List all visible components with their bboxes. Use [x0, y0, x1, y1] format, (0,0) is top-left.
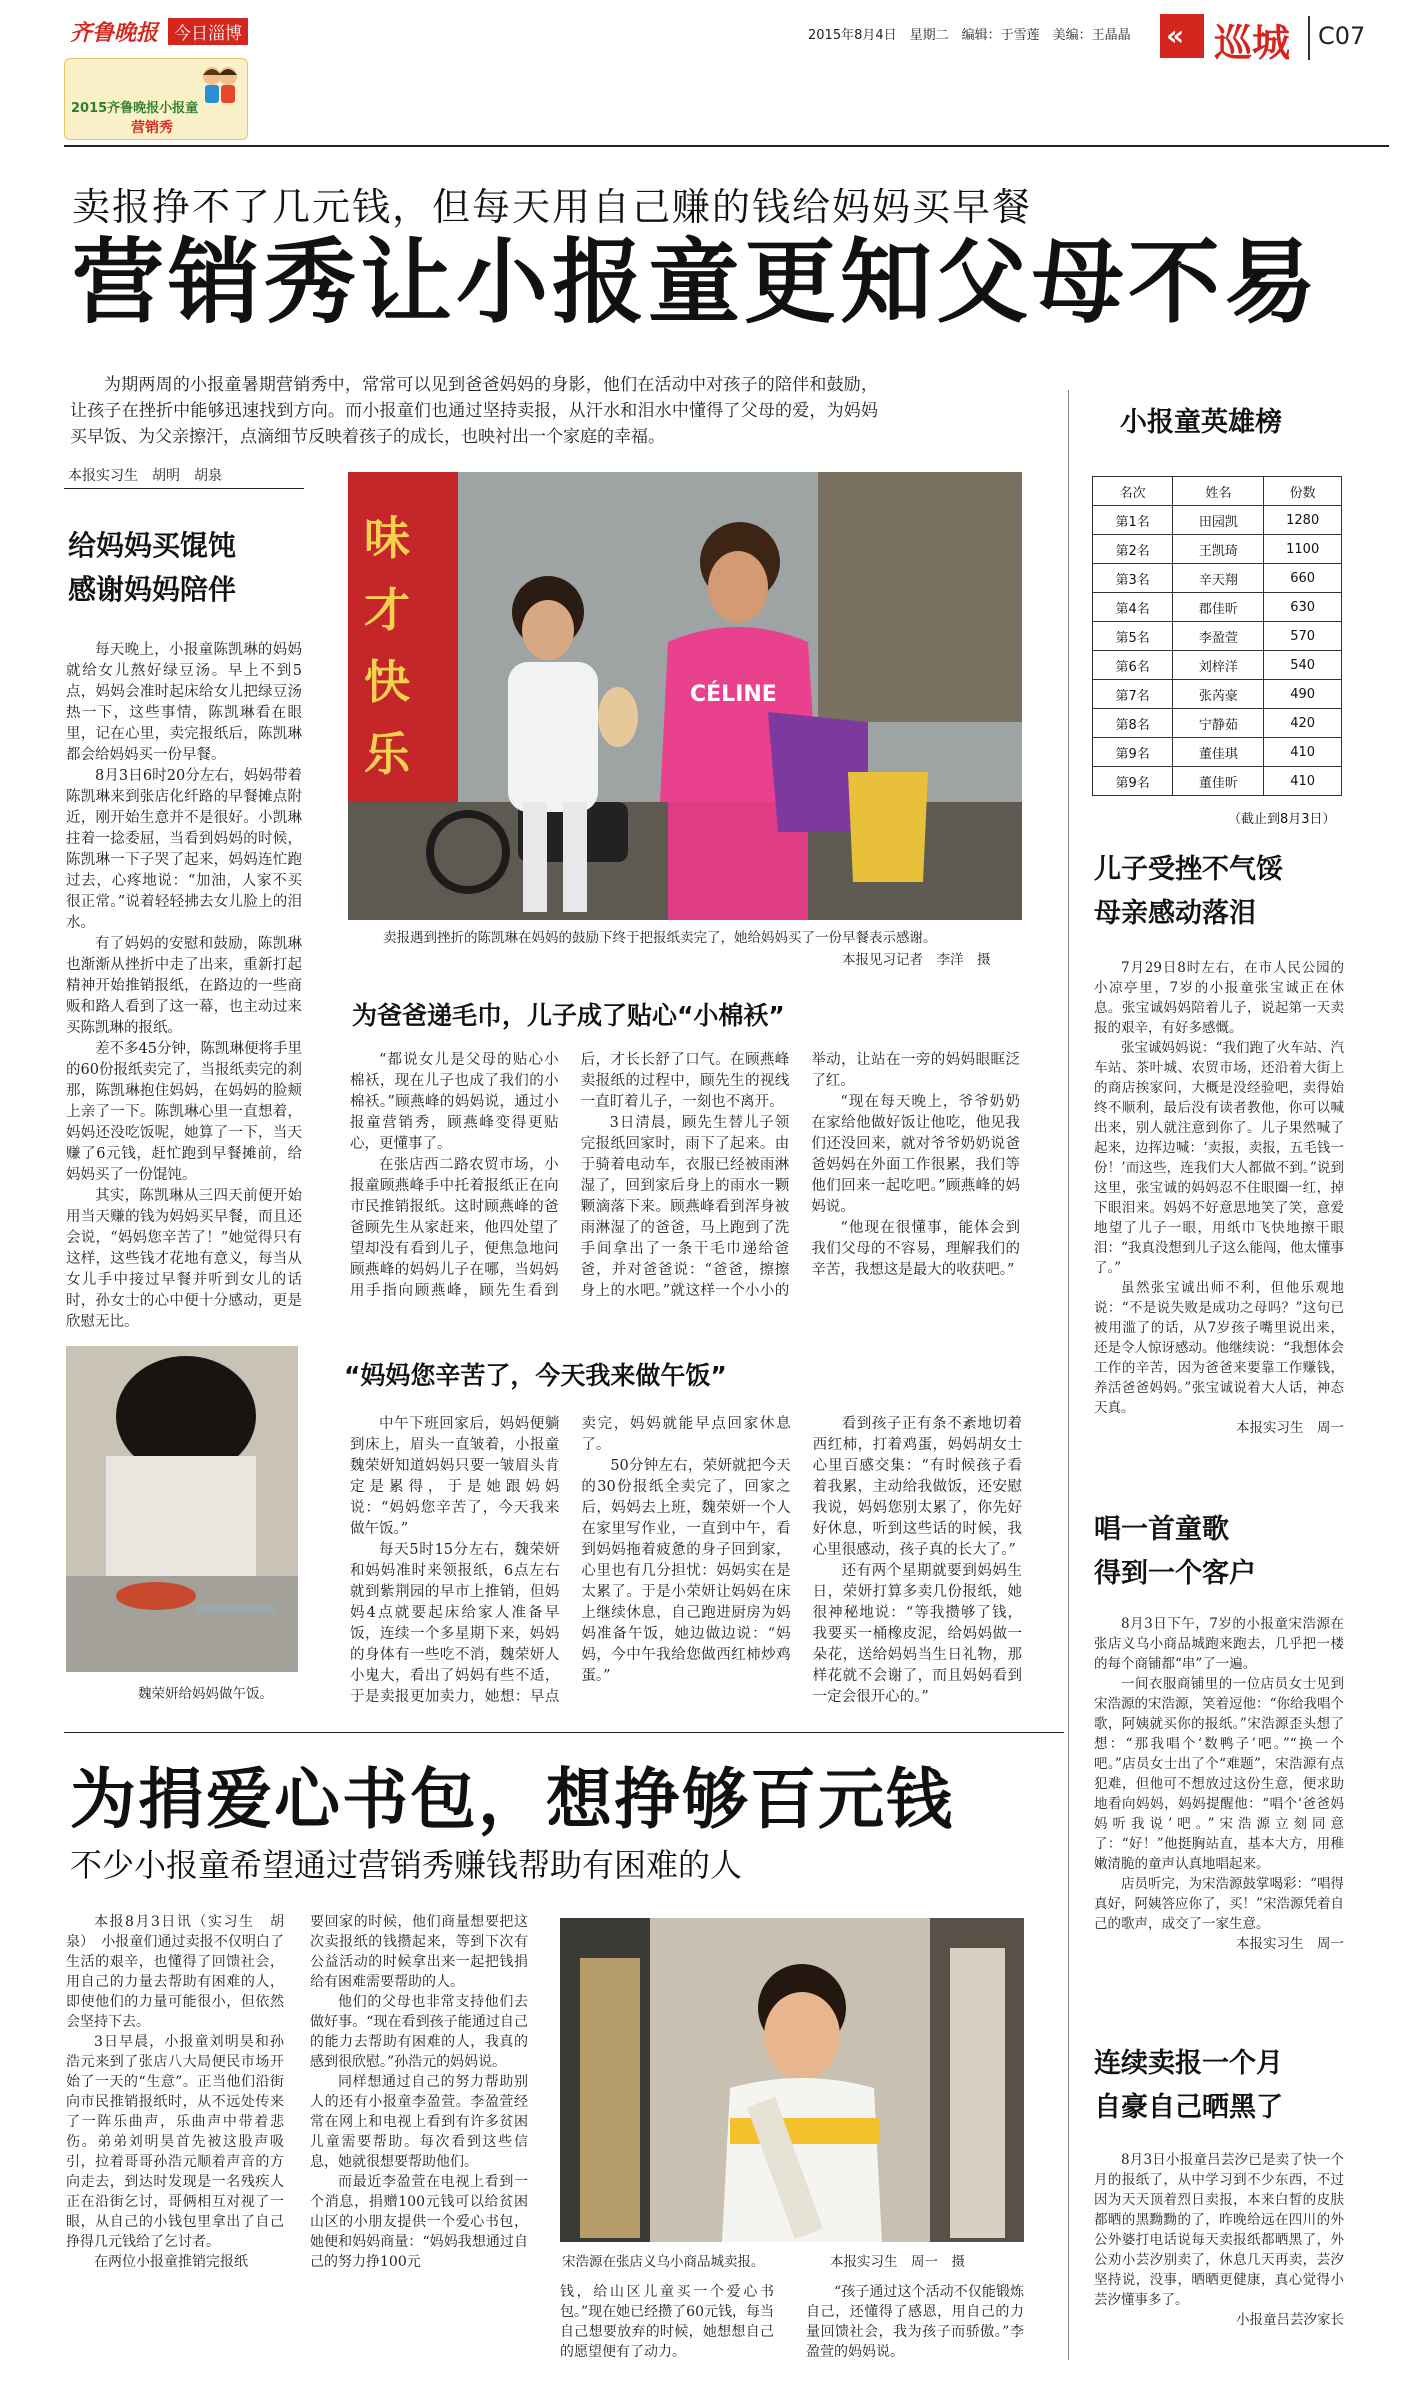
- sidebarB-byline: 本报实习生 周一: [1236, 1936, 1344, 1952]
- lead-kicker: 卖报挣不了几元钱，但每天用自己赚的钱给妈妈买早餐: [72, 185, 1033, 229]
- rank-cell: 第7名: [1093, 680, 1173, 709]
- rank-cell: 第9名: [1093, 767, 1173, 796]
- table-row: [1093, 593, 1342, 622]
- rank-table: [1092, 476, 1342, 796]
- rank-cell: 第5名: [1093, 622, 1173, 651]
- name-cell: 董佳昕: [1173, 767, 1264, 796]
- story3-paragraph: 50分钟左右，荣妍就把今天的30份报纸全卖完了，回家之后，妈妈去上班，魏荣妍一个人在家里写作业，一直到中午，看到妈妈拖着疲惫的身子回到家，心里也有几分担忧：妈妈实在是太累了。于是小荣妍让妈妈在床上继续休息，自己跑进厨房为妈妈准备午饭，她边做边说：“妈妈，今中午我给您做西红柿炒鸡蛋。”: [581, 1458, 791, 1684]
- story2-title: 为爸爸递毛巾，儿子成了贴心“小棉袄”: [352, 1001, 785, 1030]
- name-cell: 张芮豪: [1173, 680, 1264, 709]
- story1-paragraph: 其实，陈凯琳从三四天前便开始用当天赚的钱为妈妈买早餐，而且还会说，“妈妈您辛苦了！”她觉得只有这样，这些钱才花地有意义，每当从女儿手中接过早餐并听到女儿的话时，孙女士的心中便十分感动，更是欣慰无比。: [66, 1188, 302, 1330]
- rank-header: 名次: [1093, 477, 1173, 506]
- rank-cell: 第1名: [1093, 506, 1173, 535]
- badge-line2: 营销秀: [131, 120, 173, 136]
- story3-title: “妈妈您辛苦了，今天我来做午饭”: [344, 1361, 727, 1390]
- bottom-photo: [560, 1918, 1024, 2242]
- rank-note: （截止到8月3日）: [1228, 812, 1336, 827]
- masthead: [0, 0, 1409, 150]
- story2-paragraph: “他现在很懂事，能体会到我们父母的不容易，理解我们的辛苦，我想这是最大的收获吧。”: [811, 1220, 1020, 1278]
- story2-paragraph: “现在每天晚上，爷爷奶奶在家给他做好饭让他吃，他见我们还没回来，就对爷爷奶奶说爸爸妈妈在外面工作很累，我们等他们回来一起吃吧。”顾燕峰的妈妈说。: [811, 1094, 1020, 1215]
- badge-line1: 2015齐鲁晚报小报童: [71, 101, 199, 116]
- story1-paragraph: 8月3日6时20分左右，妈妈带着陈凯琳来到张店化纤路的早餐摊点附近，刚开始生意并不是很好。小凯琳拄着一捻委屈，当看到妈妈的时候，陈凯琳一下子哭了起来，妈妈连忙跑过去，心疼地说：“加油，人家不买很正常。”说着轻轻拂去女儿脸上的泪水。: [66, 768, 302, 931]
- bottom-subhead: 不少小报童希望通过营销秀赚钱帮助有困难的人: [70, 1846, 743, 1884]
- sidebarA-paragraph: 虽然张宝诚出师不利，但他乐观地说：“不是说失败是成功之母吗？”这句已被用滥了的话，从7岁孩子嘴里说出来，还是令人惊讶感动。他继续说：“我想体会工作的辛苦，因为爸爸来要靠工作赚钱，养活爸爸妈妈。”张宝诚说着大人话，神态天真。: [1094, 1280, 1344, 1416]
- sidebarB-title-line2: 得到一个客户: [1094, 1558, 1256, 1589]
- bottom-section-rule: [64, 1732, 1064, 1733]
- story2-paragraph: 3日清晨，顾先生替儿子领完报纸回家时，雨下了起来。由于骑着电动车，衣服已经被雨淋湿了，回到家后身上的雨水一颗颗滴落下来。顾燕峰看到浑身被雨淋湿了的爸爸，马上跑到了洗手间拿出了一条干毛巾递给爸爸，并对爸爸说：“爸爸，擦擦身上的水吧。”就这样一个小小的举动，让站在一旁的妈妈眼眶泛了红。: [580, 1052, 1020, 1299]
- story3-paragraph: 还有两个星期就要到妈妈生日，荣妍打算多卖几份报纸，她很神秘地说：“等我攒够了钱，我要买一桶橡皮泥，给妈妈做一朵花，送给妈妈当生日礼物，那样花就不会谢了，而且妈妈看到一定会很开心的。”: [812, 1563, 1022, 1705]
- main-photo-credit: 本报见习记者 李洋 摄: [842, 952, 991, 968]
- rank-cell: 第9名: [1093, 738, 1173, 767]
- story1-body: [66, 640, 302, 1333]
- name-cell: 李盈萱: [1173, 622, 1264, 651]
- sidebarA-title-line2: 母亲感动落泪: [1094, 898, 1256, 929]
- main-photo: [348, 472, 1022, 920]
- section-name: 今日淄博: [168, 18, 248, 45]
- table-row: [1093, 564, 1342, 593]
- sidebarA-title-line1: 儿子受挫不气馁: [1094, 854, 1283, 885]
- count-cell: 410: [1264, 767, 1342, 796]
- double-chevron-icon: «: [1166, 19, 1185, 52]
- table-row: [1093, 651, 1342, 680]
- byline-rule: [64, 488, 304, 489]
- paper-logo: 齐鲁晚报: [70, 20, 159, 46]
- table-row: [1093, 506, 1342, 535]
- lead-byline: 本报实习生 胡明 胡泉: [68, 468, 222, 484]
- count-cell: 570: [1264, 622, 1342, 651]
- count-cell: 410: [1264, 738, 1342, 767]
- rank-cell: 第4名: [1093, 593, 1173, 622]
- bottom-col1: [66, 1912, 284, 2382]
- table-row: [1093, 767, 1342, 796]
- bottom-paragraph: 3日早晨，小报童刘明昊和孙浩元来到了张店八大局便民市场开始了一天的“生意”。正当他们沿街向市民推销报纸时，从不远处传来了一阵乐曲声，乐曲声中带着悲伤。弟弟刘明昊首先被这股声吸引，拉着哥哥孙浩元顺着声音的方向走去，到达时发现是一名残疾人正在沿街乞讨，哥俩相互对视了一眼，从自己的小钱包里拿出了自己挣得几元钱给了乞讨者。: [66, 2034, 284, 2250]
- rank-cell: 第6名: [1093, 651, 1173, 680]
- name-cell: 田园凯: [1173, 506, 1264, 535]
- name-cell: 刘梓洋: [1173, 651, 1264, 680]
- story1-title-line1: 给妈妈买馄饨: [68, 529, 237, 562]
- badge-child-icon: [197, 63, 241, 107]
- bottom-headline: 为捐爱心书包，想挣够百元钱: [70, 1761, 954, 1838]
- name-cell: 宁静茹: [1173, 709, 1264, 738]
- name-cell: 董佳琪: [1173, 738, 1264, 767]
- lead-intro: 为期两周的小报童暑期营销秀中，常常可以见到爸爸妈妈的身影，他们在活动中对孩子的陪伴和鼓励，让孩子在挫折中能够迅速找到方向。而小报童们也通过坚持卖报，从汗水和泪水中懂得了父母的爱，为妈妈买早饭、为父亲擦汗，点滴细节反映着孩子的成长，也映衬出一个家庭的幸福。: [70, 375, 878, 447]
- column-divider: [1308, 16, 1310, 60]
- story1-title-line2: 感谢妈妈陪伴: [68, 573, 237, 606]
- name-cell: 王凯琦: [1173, 535, 1264, 564]
- sidebarA-paragraph: 张宝诚妈妈说：“我们跑了火车站、汽车站、茶叶城、农贸市场，还沿着大街上的商店挨家问，大概是没经验吧，卖得始终不顺利，最后没有读者教他，你可以喊出来，别人就注意到你了。儿子果然喊了起来，边挥边喊：‘卖报，卖报，五毛钱一份！’而这些，连我们大人都做不到。”说到这里，张宝诚的妈妈忍不住眼圈一红，掉下眼泪来。妈妈不好意思地笑了笑，意爱地望了儿子一眼，用纸巾飞快地擦干眼泪：“我真没想到儿子这么能闯，他太懂事了。”: [1094, 1040, 1344, 1276]
- sidebarC-paragraph: 8月3日小报童吕芸汐已是卖了快一个月的报纸了，从中学习到不少东西，不过因为天天顶着烈日卖报，本来白皙的皮肤都晒的黑黝黝的了，昨晚给远在四川的外公外婆打电话说每天卖报纸都晒黑了，外公劝小芸汐别卖了，休息几天再卖，芸汐坚持说，没事，晒晒更健康，真心觉得小芸汐懂事多了。: [1094, 2152, 1344, 2308]
- rank-title: 小报童英雄榜: [1120, 407, 1282, 438]
- marketing-badge: [64, 58, 248, 140]
- sidebarB-title-line1: 唱一首童歌: [1094, 1514, 1229, 1545]
- sidebarB-paragraph: 一间衣服商铺里的一位店员女士见到宋浩源的宋浩源，笑着逗他：“你给我唱个歌，阿姨就买你的报纸。”宋浩源歪头想了想：“那我唱个‘数鸭子’吧。”“换一个吧。”店员女士出了个“难题”，宋浩源有点犯难，但他可不想放过这份生意，便求助地看向妈妈，妈妈提醒他：“唱个‘爸爸妈妈听我说’吧。”宋浩源立刻同意了：“好！”他挺胸站直，基本大方，用稚嫩清脆的童声认真地唱起来。: [1094, 1676, 1344, 1872]
- sidebarB-body: [1094, 1614, 1344, 1954]
- date-line: 2015年8月4日 星期二 编辑：于雪莲 美编：王晶晶: [808, 28, 1131, 43]
- story2-paragraph: 在张店西二路农贸市场，小报童顾燕峰手中托着报纸正在向市民推销报纸。这时顾燕峰的爸爸顾先生从家赶来，他四处望了望却没有看到儿子，便焦急地问顾燕峰的妈妈儿子在哪，当妈妈用手指向顾燕峰，顾先生看到后，才长长舒了口气。在顾燕峰卖报纸的过程中，顾先生的视线一直盯着儿子，一刻也不离开。: [350, 1052, 790, 1299]
- sidebarA-byline: 本报实习生 周一: [1236, 1420, 1344, 1436]
- column-marker: [1160, 14, 1204, 58]
- table-row: [1093, 709, 1342, 738]
- page-number: C07: [1318, 22, 1366, 50]
- main-photo-caption: 卖报遇到挫折的陈凯琳在妈妈的鼓励下终于把报纸卖完了，她给妈妈买了一份早餐表示感谢。: [383, 930, 937, 946]
- story1-paragraph: 有了妈妈的安慰和鼓励，陈凯琳也渐渐从挫折中走了出来，重新打起精神开始推销报纸，在路边的一些商贩和路人看到了这一幕，也主动过来买陈凯琳的报纸。: [66, 936, 302, 1036]
- rank-header-row: [1093, 477, 1342, 506]
- sidebarC-title-line1: 连续卖报一个月: [1094, 2048, 1283, 2079]
- story1-title: [68, 524, 236, 612]
- photo-sign-text: 味才快乐: [364, 511, 410, 781]
- story2-body: [350, 1050, 1020, 1320]
- count-cell: 540: [1264, 651, 1342, 680]
- count-cell: 1280: [1264, 506, 1342, 535]
- rank-cell: 第2名: [1093, 535, 1173, 564]
- story3-paragraph: 看到孩子正有条不紊地切着西红柿，打着鸡蛋，妈妈胡女士心里百感交集：“有时候孩子看着我累，主动给我做饭，还安慰我说，妈妈您别太累了，你先好好休息，听到这些话的时候，我心里很感动，孩子真的长大了。”: [812, 1416, 1022, 1558]
- bottom-paragraph: 而最近李盈萱在电视上看到一个消息，捐赠100元钱可以给贫困山区的小朋友提供一个爱心书包，她便和妈妈商量：“妈妈我想通过自己的努力挣100元: [310, 2174, 528, 2270]
- rank-header: 份数: [1264, 477, 1342, 506]
- sidebarC-title: [1094, 2042, 1283, 2130]
- bottom-paragraph: 在两位小报童推销完报纸: [94, 2254, 248, 2270]
- count-cell: 630: [1264, 593, 1342, 622]
- masthead-rule: [64, 145, 1389, 147]
- story1-paragraph: 差不多45分钟，陈凯琳便将手里的60份报纸卖完了，当报纸卖完的刹那，陈凯琳抱住妈妈，在妈妈的脸颊上亲了一下。陈凯琳心里一直想着，妈妈还没吃饭呢，她算了一下，当天赚了6元钱，赶忙跑到早餐摊前，给妈妈买了一份馄饨。: [66, 1041, 302, 1183]
- story3-body: [350, 1414, 1022, 1712]
- table-row: [1093, 622, 1342, 651]
- cooking-photo: [66, 1346, 298, 1672]
- bottom-paragraph: 要回家的时候，他们商量想要把这次卖报纸的钱攒起来，等到下次有公益活动的时候拿出来一起把钱捐给有困难需要帮助的人。: [310, 1914, 528, 1990]
- sidebarB-paragraph: 店员听完，为宋浩源鼓掌喝彩：“唱得真好，阿姨答应你了，买！”宋浩源凭着自己的歌声，成交了一家生意。: [1094, 1876, 1344, 1932]
- table-row: [1093, 535, 1342, 564]
- name-cell: 郡佳昕: [1173, 593, 1264, 622]
- bottom-paragraph: 他们的父母也非常支持他们去做好事。“现在看到孩子能通过自己的能力去帮助有困难的人，我真的感到很欣慰。”孙浩元的妈妈说。: [310, 1994, 528, 2070]
- rank-table-wrap: [1092, 476, 1342, 796]
- lead-headline: 营销秀让小报童更知父母不易: [72, 229, 1321, 336]
- column-name: 巡城: [1214, 21, 1291, 65]
- sidebarA-paragraph: 7月29日8时左右，在市人民公园的小凉亭里，7岁的小报童张宝诚正在休息。张宝诚妈妈陪着儿子，说起第一天卖报的艰辛，有好多感慨。: [1094, 960, 1344, 1036]
- sidebarC-body: [1094, 2150, 1344, 2330]
- sidebarC-title-line2: 自豪自己晒黑了: [1094, 2092, 1283, 2123]
- sidebarC-byline: 小报童吕芸汐家长: [1236, 2312, 1344, 2328]
- bottom-col2: [310, 1912, 528, 2382]
- count-cell: 1100: [1264, 535, 1342, 564]
- story3-paragraph: 每天5时15分左右，魏荣妍和妈妈准时来领报纸，6点左右就到紫荆园的早市上推销，但妈妈4点就要起床给家人准备早饭，连续一个多星期下来，妈妈的身体有一些吃不消，魏荣妍人小鬼大，看出了妈妈有些不适，于是卖报更加卖力，她想：早点卖完，妈妈就能早点回家休息了。: [350, 1416, 791, 1705]
- bottom-paragraph: 本报8月3日讯（实习生 胡泉） 小报童们通过卖报不仅明白了生活的艰辛，也懂得了回馈社会，用自己的力量去帮助有困难的人，即使他们的力量可能很小，但依然会坚持下去。: [66, 1914, 284, 2030]
- sidebarB-title: [1094, 1508, 1256, 1596]
- rank-cell: 第3名: [1093, 564, 1173, 593]
- bottom-col4: “孩子通过这个活动不仅能锻炼自己，还懂得了感恩，用自己的力量回馈社会，我为孩子而骄傲。”李盈萱的妈妈说。: [806, 2284, 1024, 2360]
- table-row: [1093, 680, 1342, 709]
- bottom-photo-caption: 宋浩源在张店义乌小商品城卖报。: [562, 2254, 765, 2270]
- cooking-photo-caption: 魏荣妍给妈妈做午饭。: [138, 1686, 273, 1702]
- story2-paragraph: “都说女儿是父母的贴心小棉袄，现在儿子也成了我们的小棉袄。”顾燕峰的妈妈说，通过小报童营销秀，顾燕峰变得更贴心，更懂事了。: [350, 1052, 559, 1152]
- photo-shirt-text: CÉLINE: [690, 682, 777, 707]
- name-cell: 辛天翔: [1173, 564, 1264, 593]
- rank-header: 姓名: [1173, 477, 1264, 506]
- story1-paragraph: 每天晚上，小报童陈凯琳的妈妈就给女儿熬好绿豆汤。早上不到5点，妈妈会准时起床给女儿把绿豆汤热一下，这些事情，陈凯琳看在眼里，记在心里，卖完报纸后，陈凯琳都会给妈妈买一份早餐。: [66, 642, 302, 763]
- story3-paragraph: 中午下班回家后，妈妈便躺到床上，眉头一直皱着，小报童魏荣妍知道妈妈只要一皱眉头肯定是累得，于是她跟妈妈说：“妈妈您辛苦了，今天我来做午饭。”: [350, 1416, 560, 1537]
- sidebarA-body: [1094, 958, 1344, 1438]
- bottom-paragraph: 同样想通过自己的努力帮助别人的还有小报童李盈萱。李盈萱经常在网上和电视上看到有许多贫困儿童需要帮助。每次看到这些信息，她就很想要帮助他们。: [310, 2074, 528, 2170]
- bottom-photo-credit: 本报实习生 周一 摄: [830, 2254, 965, 2270]
- sidebarA-title: [1094, 848, 1283, 936]
- count-cell: 660: [1264, 564, 1342, 593]
- count-cell: 420: [1264, 709, 1342, 738]
- count-cell: 490: [1264, 680, 1342, 709]
- bottom-col3: 钱，给山区儿童买一个爱心书包。”现在她已经攒了60元钱，每当自己想要放弃的时候，她想想自己的愿望便有了动力。: [560, 2284, 774, 2360]
- sidebarB-paragraph: 8月3日下午，7岁的小报童宋浩源在张店义乌小商品城跑来跑去，几乎把一楼的每个商铺都“串”了一遍。: [1094, 1616, 1344, 1672]
- table-row: [1093, 738, 1342, 767]
- sidebar-divider: [1068, 390, 1069, 2360]
- rank-cell: 第8名: [1093, 709, 1173, 738]
